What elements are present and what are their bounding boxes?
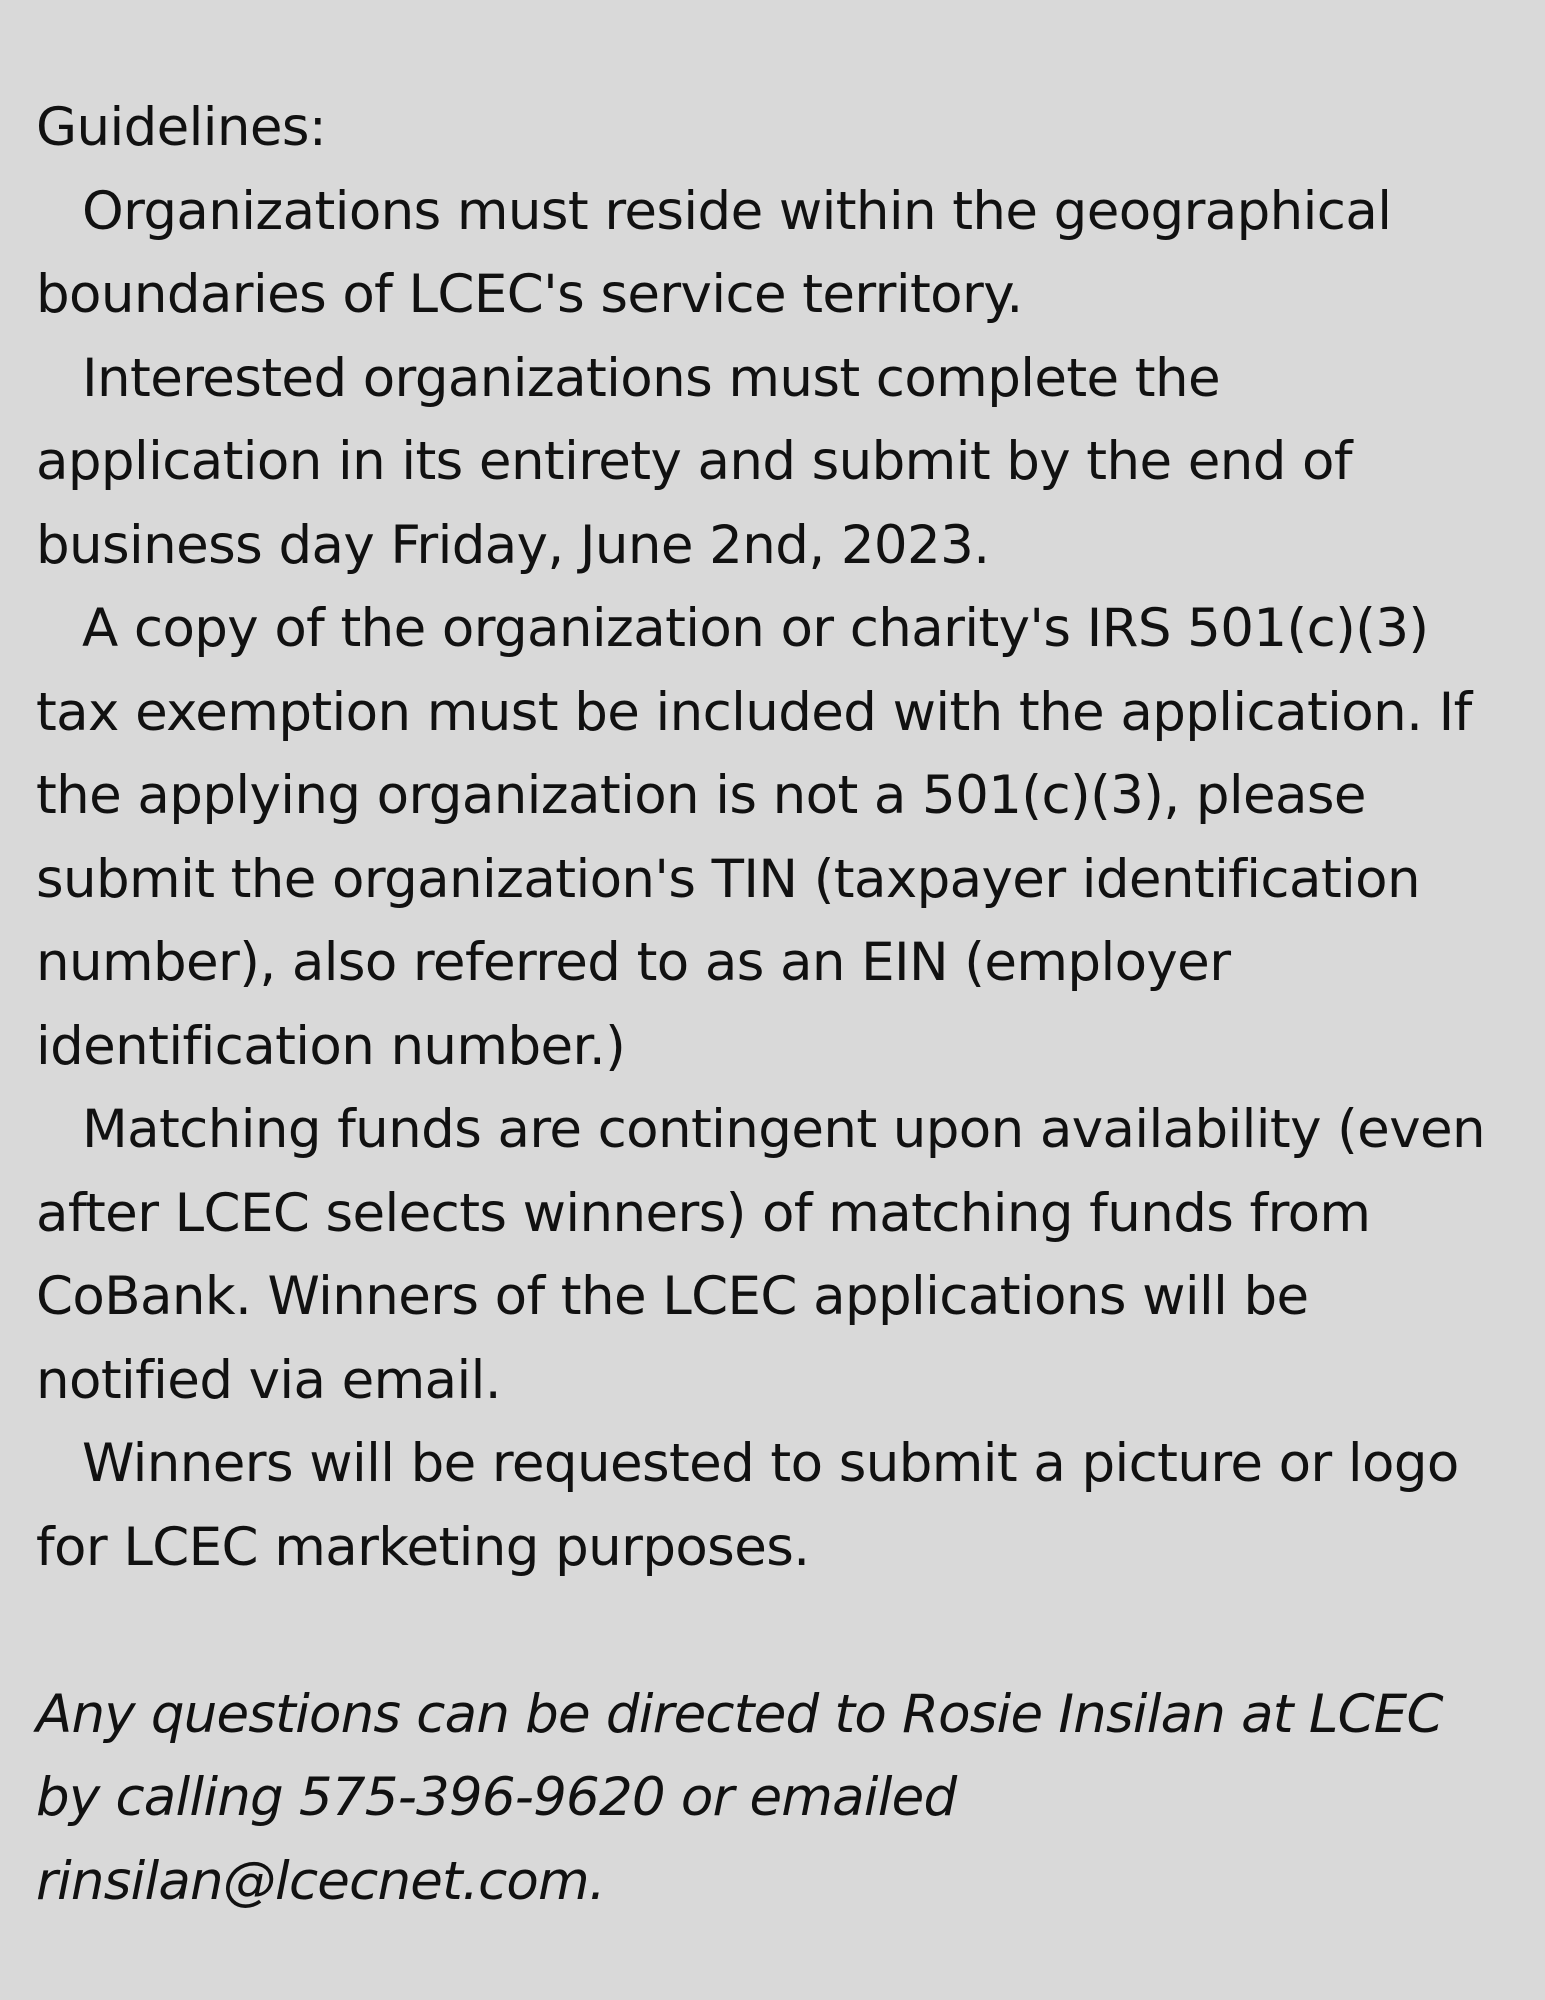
guideline-service-territory: Organizations must reside within the geographical boundaries of LCEC's service territory. [36,180,1392,325]
guidelines-list [36,170,1516,1590]
guideline-matching-funds: Matching funds are contingent upon availability (even after LCEC selects winners) of matching funds from CoBank. Winners of the LCEC applications will be notified via email. [36,1099,1485,1411]
guidelines-heading: Guidelines: [36,97,327,158]
guideline-marketing-picture: Winners will be requested to submit a picture or logo for LCEC marketing purposes. [36,1433,1459,1578]
guideline-tax-exemption: A copy of the organization or charity's IRS 501(c)(3) tax exemption must be included with the application. If the applying organization is not a 501(c)(3), please submit the organization's TIN (taxpayer identification number), also referred to as an EIN (employer identification number.) [36,598,1472,1077]
contact-note: Any questions can be directed to Rosie Insilan at LCEC by calling 575-396-9620 or emailed rinsilan@lcecnet.com. [36,1683,1443,1912]
guideline-application-deadline: Interested organizations must complete the application in its entirety and submit by the end of business day Friday, June 2nd, 2023. [36,347,1352,576]
guidelines-document [36,86,1516,1923]
section-spacer [36,1589,1516,1673]
